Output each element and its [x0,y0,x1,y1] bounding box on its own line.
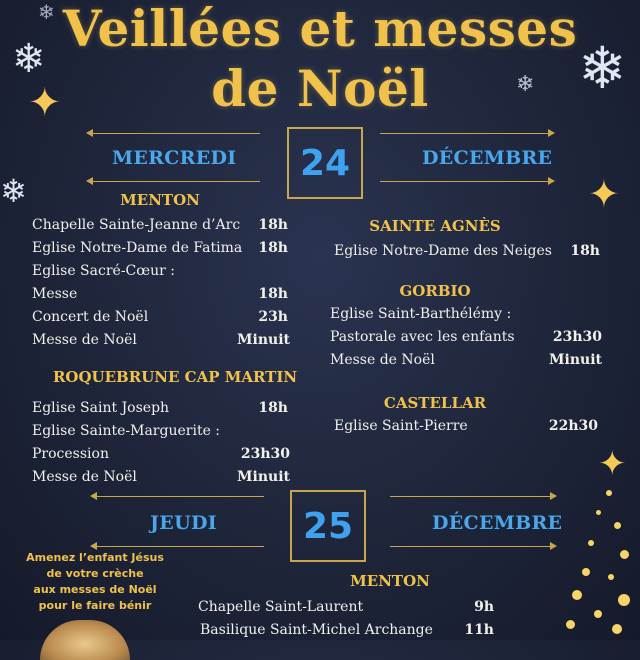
snowflake-icon: ❄ [516,72,535,97]
time: 9h [474,599,494,615]
divider [96,496,264,497]
note-line: pour le faire bénir [38,599,152,612]
list-item: Concert de Noël [32,309,149,325]
weekday-label: JEUDI [150,512,217,534]
list-item: Eglise Notre-Dame des Neiges [334,243,552,259]
time: 23h30 [552,329,602,345]
list-item: Eglise Sainte-Marguerite : [32,423,221,439]
time: 18h [258,400,288,416]
time: 11h [464,622,494,638]
time: Minuit [237,469,290,485]
town-heading: MENTON [120,191,200,209]
divider [390,496,550,497]
nativity-image [40,620,130,660]
snowflake-icon: ❄ [578,34,627,102]
town-heading: ROQUEBRUNE CAP MARTIN [52,368,298,386]
month-label: DÉCEMBRE [432,512,563,534]
time: 18h [258,286,288,302]
divider [380,181,548,182]
divider [96,546,264,547]
list-item: Basilique Saint-Michel Archange [200,622,433,638]
divider-arrow [86,177,93,185]
list-item: Eglise Saint-Pierre [334,418,468,434]
list-item: Pastorale avec les enfants [330,329,515,345]
divider [390,546,550,547]
town-heading: MENTON [350,572,430,590]
time: 23h [258,309,288,325]
town-heading: SAINTE AGNÈS [369,217,501,235]
time: 18h [570,243,600,259]
divider [380,133,548,134]
christmas-tree-lights-icon [560,470,640,640]
snowflake-icon: ❄ [12,36,46,82]
divider-arrow [90,542,97,550]
list-item: Eglise Notre-Dame de Fatima [32,240,243,256]
divider-arrow [548,129,555,137]
list-item: Chapelle Saint-Laurent [198,599,364,615]
list-item: Eglise Saint-Barthélémy : [330,306,512,322]
time: 22h30 [548,418,598,434]
snowflake-icon: ❄ [38,0,55,24]
list-item: Messe de Noël [330,352,435,368]
divider-arrow [548,177,555,185]
note-line: Amenez l’enfant Jésus [26,551,164,564]
list-item: Chapelle Sainte-Jeanne d’Arc [32,217,241,233]
time: Minuit [549,352,602,368]
sparkle-star-icon: ✦ [588,172,620,216]
time: 18h [258,217,288,233]
time: Minuit [237,332,290,348]
list-item: Eglise Saint Joseph [32,400,170,416]
date-box: 25 [290,490,366,562]
list-item: Procession [32,446,109,462]
sparkle-star-icon: ✦ [598,444,627,484]
divider [92,181,260,182]
list-item: Messe de Noël [32,469,137,485]
page-title-line2: de Noël [211,59,429,118]
town-heading: CASTELLAR [383,394,487,412]
divider-arrow [550,542,557,550]
town-heading: GORBIO [399,282,471,300]
divider-arrow [90,492,97,500]
sparkle-star-icon: ✦ [28,80,62,126]
list-item: Messe de Noël [32,332,137,348]
blessing-note [10,550,180,614]
note-line: aux messes de Noël [33,583,157,596]
date-box: 24 [287,127,363,199]
page-title-line1: Veillées et messes [62,0,578,58]
snowflake-icon: ❄ [0,172,27,210]
list-item: Messe [32,286,78,302]
note-line: de votre crèche [46,567,144,580]
list-item: Eglise Sacré-Cœur : [32,263,175,279]
divider [92,133,260,134]
weekday-label: MERCREDI [112,147,237,169]
divider-arrow [550,492,557,500]
time: 23h30 [240,446,290,462]
divider-arrow [86,129,93,137]
time: 18h [258,240,288,256]
month-label: DÉCEMBRE [422,147,553,169]
